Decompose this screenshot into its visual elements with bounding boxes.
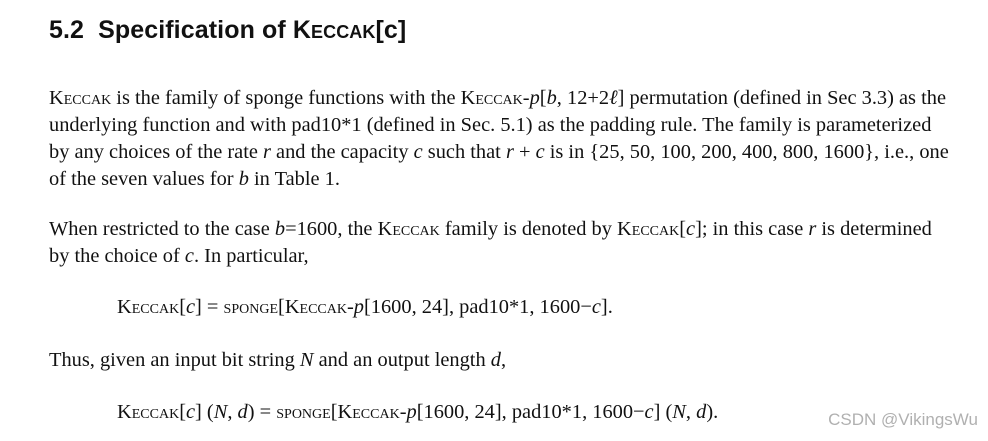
- p1-t20: in Table 1.: [248, 168, 340, 190]
- paragraph-keccak-definition: [49, 85, 949, 193]
- eq2-t11: Keccak: [337, 401, 400, 423]
- p3-t2: N: [299, 349, 314, 371]
- eq2-t4: ] (: [195, 401, 214, 423]
- eq1-t8: -: [347, 296, 354, 318]
- eq2-t10: [: [330, 401, 338, 423]
- p2-t9: ]; in this case: [695, 218, 809, 240]
- eq1-t4: ] =: [195, 296, 224, 318]
- eq2-t8: ) =: [247, 401, 277, 423]
- eq2-t20: ).: [706, 401, 719, 423]
- p2-t12: c: [184, 245, 194, 267]
- p1-t4: -: [522, 87, 530, 109]
- p1-t14: such that: [422, 141, 506, 163]
- eq2-t1: Keccak: [117, 401, 180, 423]
- paragraph-restricted-case: [49, 216, 949, 270]
- p1-t12: and the capacity: [270, 141, 414, 163]
- equation-keccak-n-d: [117, 401, 718, 424]
- p1-t10: ] permutation (defined in Sec 3.3) as the underlying function and with pad10*1 (defined in Sec. 5.1) as the padding rule. The family is parameterized by any choices of the rate: [49, 87, 946, 163]
- eq2-t6: ,: [227, 401, 238, 423]
- p2-t3: =1600, the: [285, 218, 378, 240]
- eq2-t5: N: [213, 401, 228, 423]
- eq2-t9: sponge: [276, 401, 331, 423]
- eq2-t13: p: [406, 401, 417, 423]
- p1-t7: b: [546, 87, 557, 109]
- eq1-t7: Keccak: [284, 296, 347, 318]
- eq2-t2: [: [179, 401, 186, 423]
- p2-t7: [: [679, 218, 687, 240]
- p3-t1: Thus, given an input bit string: [49, 349, 300, 371]
- eq1-t5: sponge: [223, 296, 279, 318]
- p3-t5: ,: [500, 349, 507, 371]
- eq1-t2: [: [179, 296, 186, 318]
- p2-t4: Keccak: [377, 218, 440, 240]
- eq2-t14: [1600, 24], pad10*1, 1600−: [416, 401, 645, 423]
- p2-t8: c: [686, 218, 696, 240]
- paragraph-input-output: [49, 347, 949, 374]
- p2-t1: When restricted to the case: [49, 218, 275, 240]
- p1-t15: r: [505, 141, 514, 163]
- eq2-t19: d: [696, 401, 707, 423]
- p1-t11: r: [263, 141, 271, 163]
- section-title-prefix: Specification of: [98, 16, 293, 44]
- p3-t3: and an output length: [313, 349, 491, 371]
- p1-t6: [: [539, 87, 547, 109]
- eq2-t3: c: [185, 401, 196, 423]
- eq2-t7: d: [237, 401, 248, 423]
- p1-t17: c: [535, 141, 545, 163]
- eq2-t15: c: [644, 401, 654, 423]
- eq1-t1: Keccak: [117, 296, 180, 318]
- section-title-name: Keccak: [292, 16, 376, 44]
- equation-keccak-c: [117, 296, 613, 319]
- p1-t9: ℓ: [609, 87, 618, 109]
- p1-t2: is the family of sponge functions with the: [111, 87, 461, 109]
- p1-t19: b: [238, 168, 249, 190]
- section-title-suffix: [c]: [375, 16, 407, 44]
- p1-t8: , 12+2: [556, 87, 610, 109]
- eq1-t10: [1600, 24], pad10*1, 1600−: [364, 296, 592, 318]
- eq1-t6: [: [278, 296, 285, 318]
- eq1-t9: p: [353, 296, 364, 318]
- p2-t5: family is denoted by: [439, 218, 618, 240]
- p2-t13: . In particular,: [193, 245, 309, 267]
- p2-t10: r: [808, 218, 817, 240]
- eq2-t16: ] (: [653, 401, 673, 423]
- p1-t5: p: [529, 87, 540, 109]
- eq1-t11: c: [591, 296, 601, 318]
- p1-t16: +: [513, 141, 536, 163]
- p2-t2: b: [274, 218, 286, 240]
- p2-t6: Keccak: [617, 218, 680, 240]
- p1-t18: is in {25, 50, 100, 200, 400, 800, 1600}, i.e., one of the seven values for: [49, 141, 949, 190]
- section-number: 5.2: [49, 16, 85, 44]
- p1-t1: Keccak: [49, 87, 112, 109]
- p1-t3: Keccak: [460, 87, 523, 109]
- watermark: CSDN @VikingsWu: [828, 410, 978, 429]
- p1-t13: c: [413, 141, 423, 163]
- eq2-t17: N: [672, 401, 686, 423]
- p2-t11: is determined by the choice of: [49, 218, 932, 267]
- eq2-t18: ,: [685, 401, 697, 423]
- p3-t4: d: [490, 349, 501, 371]
- eq1-t3: c: [185, 296, 196, 318]
- section-heading: [49, 16, 406, 45]
- eq1-t12: ].: [600, 296, 613, 318]
- eq2-t12: -: [399, 401, 407, 423]
